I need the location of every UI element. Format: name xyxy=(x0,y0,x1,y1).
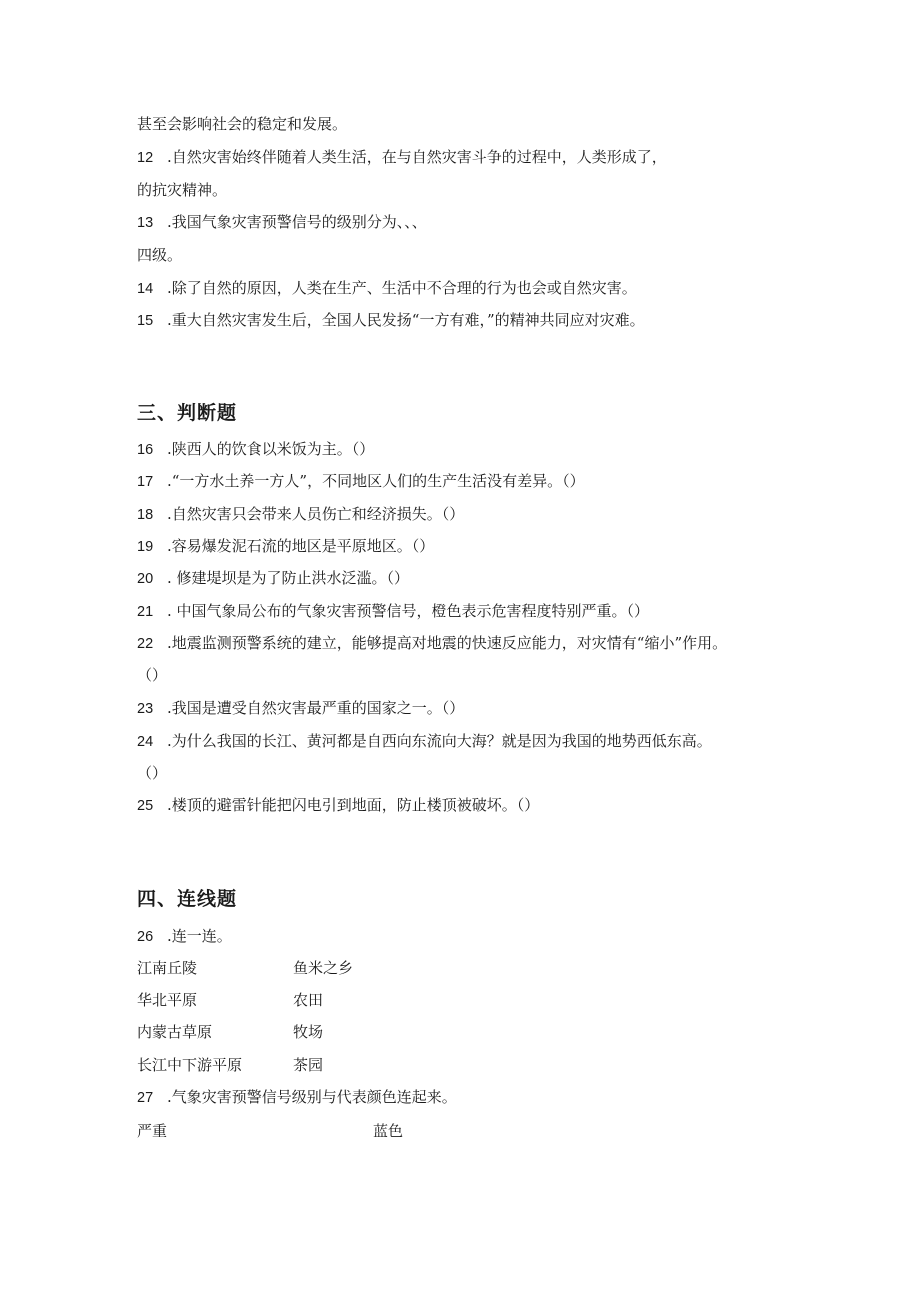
question-text: .气象灾害预警信号级别与代表颜色连起来。 xyxy=(167,1088,457,1106)
question-23 xyxy=(137,698,464,719)
question-22-continuation: （） xyxy=(137,666,168,684)
question-17 xyxy=(137,471,585,492)
question-number: 24 xyxy=(137,734,154,750)
match-pair xyxy=(137,990,324,1010)
section-heading-judge: 三、判断题 xyxy=(137,402,238,424)
match-pair xyxy=(137,1055,324,1075)
match-right: 蓝色 xyxy=(373,1122,404,1140)
match-right: 鱼米之乡 xyxy=(293,959,354,977)
question-text: .连一连。 xyxy=(167,927,232,945)
question-number: 23 xyxy=(137,701,154,717)
question-number: 15 xyxy=(137,313,154,329)
question-13-continuation: 四级。 xyxy=(137,246,183,264)
match-pair xyxy=(137,1022,324,1042)
match-pair xyxy=(137,958,354,978)
question-20 xyxy=(137,568,409,589)
match-pair xyxy=(137,1121,404,1141)
question-text: .我国气象灾害预警信号的级别分为、、、 xyxy=(167,213,427,231)
question-number: 20 xyxy=(137,571,154,587)
match-left: 江南丘陵 xyxy=(137,959,198,977)
section-heading-matching: 四、连线题 xyxy=(137,888,238,910)
match-right: 茶园 xyxy=(293,1056,324,1074)
question-14 xyxy=(137,278,637,299)
match-right: 牧场 xyxy=(293,1023,324,1041)
question-text: .地震监测预警系统的建立，能够提高对地震的快速反应能力，对灾情有“缩小”作用。 xyxy=(167,634,728,652)
question-text: . 中国气象局公布的气象灾害预警信号，橙色表示危害程度特别严重。（） xyxy=(167,602,650,620)
question-number: 13 xyxy=(137,215,154,231)
question-text: .除了自然的原因，人类在生产、生活中不合理的行为也会或自然灾害。 xyxy=(167,279,637,297)
match-left: 内蒙古草原 xyxy=(137,1023,213,1041)
match-right: 农田 xyxy=(293,991,324,1009)
question-text: .陕西人的饮食以米饭为主。（） xyxy=(167,440,375,458)
match-left: 严重 xyxy=(137,1122,168,1140)
question-number: 27 xyxy=(137,1090,154,1106)
question-text: .楼顶的避雷针能把闪电引到地面，防止楼顶被破坏。（） xyxy=(167,796,540,814)
question-text: .我国是遭受自然灾害最严重的国家之一。（） xyxy=(167,699,465,717)
question-12 xyxy=(137,147,667,168)
match-left: 华北平原 xyxy=(137,991,198,1009)
question-number: 17 xyxy=(137,474,154,490)
question-24 xyxy=(137,731,712,752)
question-21 xyxy=(137,601,649,622)
question-26 xyxy=(137,926,232,947)
question-13 xyxy=(137,212,427,233)
item-11-continuation: 甚至会影响社会的稳定和发展。 xyxy=(137,115,348,133)
question-24-continuation: （） xyxy=(137,764,168,782)
question-number: 21 xyxy=(137,604,154,620)
question-16 xyxy=(137,439,374,460)
question-number: 22 xyxy=(137,636,154,652)
question-19 xyxy=(137,536,434,557)
question-number: 18 xyxy=(137,507,154,523)
question-number: 19 xyxy=(137,539,154,555)
question-text: .自然灾害始终伴随着人类生活，在与自然灾害斗争的过程中，人类形成了， xyxy=(167,148,667,166)
question-15 xyxy=(137,310,645,331)
question-text: . 修建堤坝是为了防止洪水泛滥。（） xyxy=(167,569,410,587)
question-text: .“一方水土养一方人”，不同地区人们的生产生活没有差异。（） xyxy=(167,472,585,490)
question-text: .自然灾害只会带来人员伤亡和经济损失。（） xyxy=(167,505,465,523)
question-text: .为什么我国的长江、黄河都是自西向东流向大海？就是因为我国的地势西低东高。 xyxy=(167,732,712,750)
question-25 xyxy=(137,795,539,816)
question-number: 14 xyxy=(137,281,154,297)
question-27 xyxy=(137,1087,457,1108)
question-number: 25 xyxy=(137,798,154,814)
question-text: .重大自然灾害发生后，全国人民发扬“一方有难，”的精神共同应对灾难。 xyxy=(167,311,645,329)
question-12-continuation: 的抗灾精神。 xyxy=(137,181,228,199)
question-number: 26 xyxy=(137,929,154,945)
match-left: 长江中下游平原 xyxy=(137,1056,243,1074)
question-22 xyxy=(137,633,727,654)
question-number: 12 xyxy=(137,150,154,166)
question-18 xyxy=(137,504,464,525)
question-text: .容易爆发泥石流的地区是平原地区。（） xyxy=(167,537,435,555)
question-number: 16 xyxy=(137,442,154,458)
